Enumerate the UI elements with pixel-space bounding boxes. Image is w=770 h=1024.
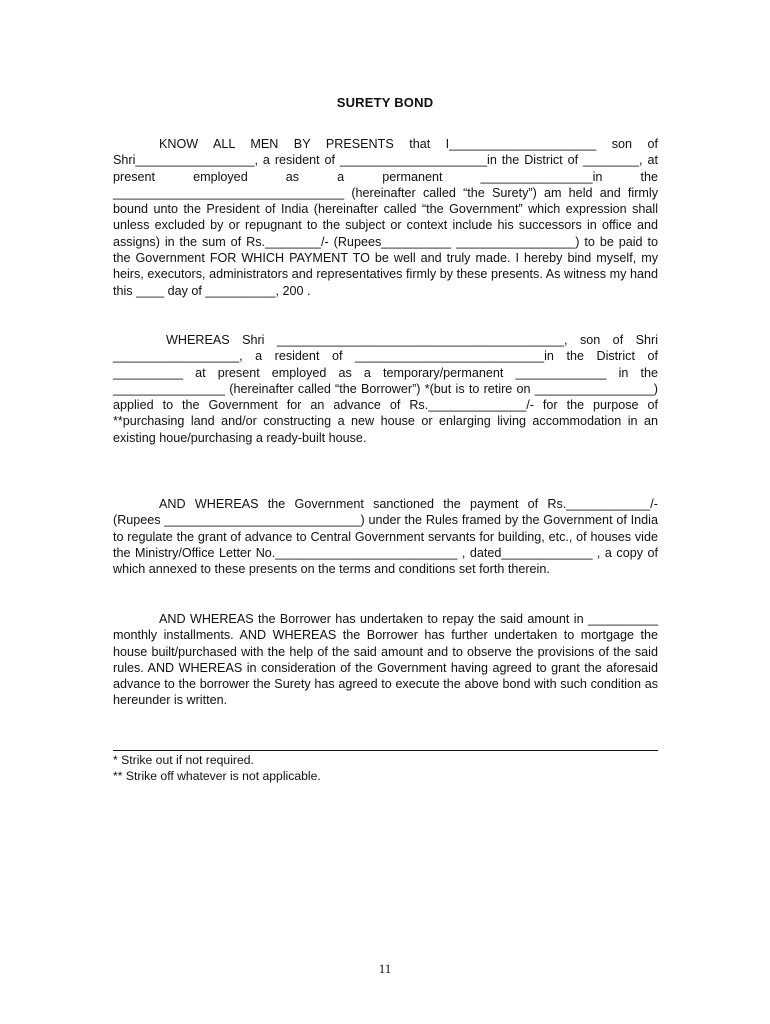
footnote-strike-out: * Strike out if not required. [113,753,254,767]
paragraph-repayment-undertaking: AND WHEREAS the Borrower has undertaken to repay the said amount in __________ monthly installments. AND WHEREAS the Borrower has further undertaken to mortgage the house built/purchased with the help of the said amount and to observe the provisions of the said rules. AND WHEREAS in consideration of the Government having agreed to grant the aforesaid advance to the borrower the Surety has agreed to execute the above bond with such condition as hereunder is written. [113,612,658,708]
footnote-strike-off: ** Strike off whatever is not applicable. [113,769,321,783]
footnote-divider [113,750,658,751]
document-title: SURETY BOND [336,95,434,110]
page-number: 11 [378,961,392,976]
paragraph-government-sanction: AND WHEREAS the Government sanctioned the payment of Rs.____________/- (Rupees ____________________________) under the Rules framed by the Government of India to regulate the grant of advance to Central Government servants for building, etc., of houses vide the Ministry/Office Letter No.__________________________ , dated_____________ , a copy of which annexed to these presents on the terms and conditions set forth therein. [113,497,658,577]
paragraph-borrower-whereas: WHEREAS Shri _________________________________________, son of Shri __________________, a resident of ___________________________in the District of __________ at present employed as a temporary/permanent _____________ in the ________________ (hereinafter called “the Borrower”) *(but is to retire on _________________) applied to the Government for an advance of Rs.______________/- for the purpose of **purchasing land and/or constructing a new house or enlarging living accommodation in an existing houe/purchasing a ready-built house. [113,333,658,445]
paragraph-surety-declaration: KNOW ALL MEN BY PRESENTS that I_____________________ son of Shri_________________, a resident of _____________________in the District of ________, at present employed as a permanent ________________in the _________________________________ (hereinafter called “the Surety”) am held and firmly bound unto the President of India (hereinafter called “the Government” which expression shall unless excluded by or repugnant to the subject or context include his successors in office and assigns) in the sum of Rs.________/- (Rupees__________ _________________) to be paid to the Government FOR WHICH PAYMENT TO be well and truly made. I hereby bind myself, my heirs, executors, administrators and representatives firmly by these presents. As witness my hand this ____ day of __________, 200 . [113,137,658,298]
